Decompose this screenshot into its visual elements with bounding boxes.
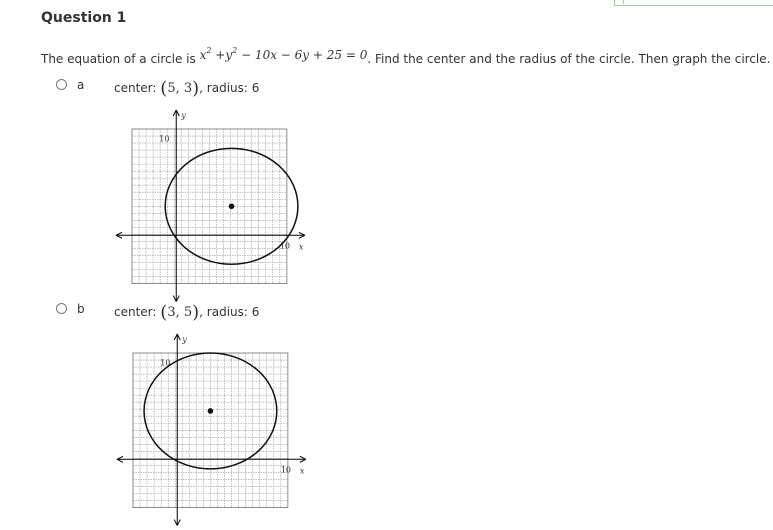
paren-open: (: [160, 78, 168, 99]
option-a-center-point: [229, 203, 235, 209]
equation-rest: − 10x − 6y + 25 = 0: [241, 48, 368, 62]
prompt-suffix: . Find the center and the radius of the circle. Then graph the circle.: [367, 52, 771, 66]
equation-x-exponent: 2: [206, 46, 212, 55]
equation-y-exponent: 2: [232, 46, 238, 55]
question-prompt: [41, 41, 770, 69]
option-b-graph: [111, 330, 331, 530]
coord-comma: ,: [175, 81, 184, 96]
equation-x-term: x: [199, 48, 207, 62]
prompt-prefix: The equation of a circle is: [41, 52, 196, 66]
paren-open: (: [160, 302, 168, 323]
option-b-center-point: [208, 408, 214, 414]
option-b-tick-label-y: 10: [160, 358, 171, 368]
equation-plus: +: [215, 48, 226, 62]
option-a-center-x: 5: [167, 81, 176, 96]
option-a-tick-label-x: 10: [279, 241, 291, 251]
option-a-y-axis-label: y: [181, 111, 186, 120]
option-a-tick-label-y: 10: [159, 134, 170, 144]
option-b-letter: b: [77, 302, 85, 316]
question-title: Question 1: [41, 10, 127, 26]
answer-status-box: [614, 0, 773, 6]
option-a-radius-label: , radius: 6: [199, 81, 260, 95]
option-b-radio[interactable]: [56, 303, 67, 314]
option-a-center-y: 3: [183, 81, 193, 96]
option-b-center-label: center:: [114, 305, 157, 319]
option-b-x-axis-label: x: [299, 466, 305, 476]
paren-close: ): [192, 302, 200, 323]
coord-comma: ,: [175, 305, 184, 320]
option-a-center-label: center:: [114, 81, 157, 95]
status-box-divider: [623, 0, 624, 4]
option-a-answer: [114, 78, 259, 99]
option-b-y-axis-label: y: [182, 335, 187, 344]
option-a-graph: [110, 106, 330, 306]
option-b-answer: [114, 302, 259, 323]
option-b-center-y: 5: [183, 305, 193, 320]
option-a-radio[interactable]: [56, 79, 67, 90]
option-b-tick-label-x: 10: [280, 465, 292, 475]
equation-y-term: y: [225, 48, 233, 62]
option-a-letter: a: [77, 78, 85, 92]
option-b-center-x: 3: [167, 305, 176, 320]
option-b-radius-label: , radius: 6: [199, 305, 260, 319]
circle-equation: [200, 41, 368, 65]
option-a-x-axis-label: x: [298, 242, 304, 252]
paren-close: ): [192, 78, 200, 99]
